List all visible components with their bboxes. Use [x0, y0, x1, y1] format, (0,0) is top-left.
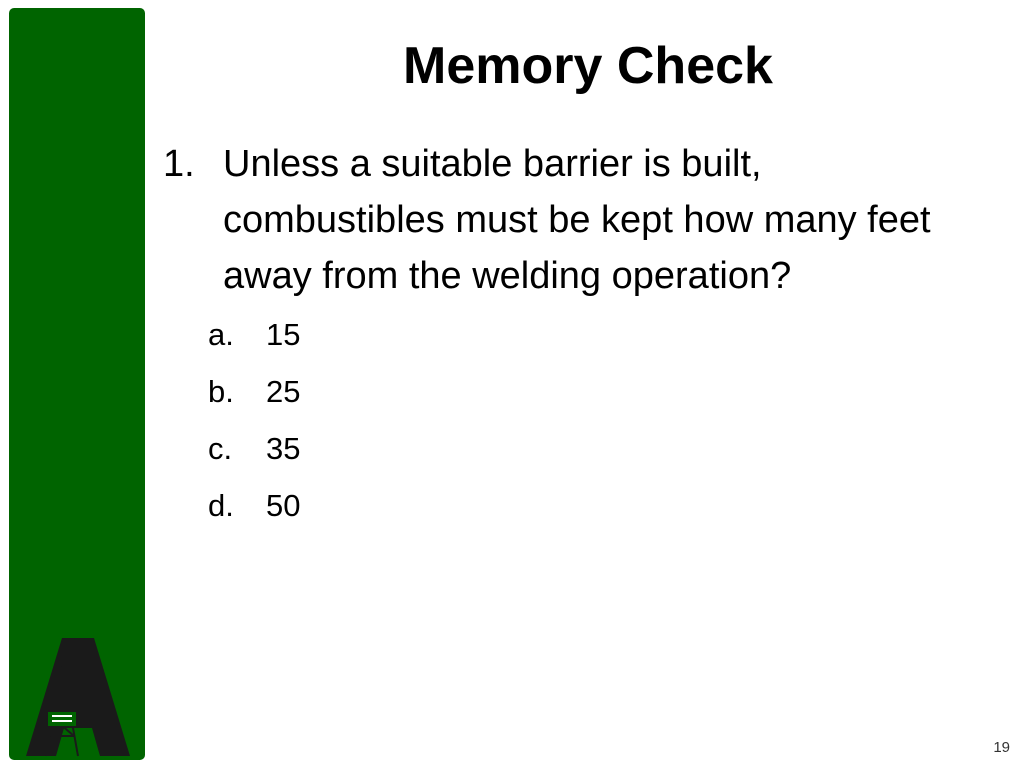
option-value: 25 [266, 374, 301, 409]
question-text: Unless a suitable barrier is built, combustibles must be kept how many feet away from the welding operation? [223, 143, 931, 297]
option-letter: c. [208, 431, 233, 466]
option-value: 50 [266, 488, 301, 523]
option-a [208, 306, 608, 363]
option-letter: a. [208, 317, 234, 352]
option-letter: b. [208, 374, 234, 409]
answer-options [208, 306, 608, 534]
option-c [208, 420, 608, 477]
page-number: 19 [993, 739, 1010, 756]
slide-title: Memory Check [403, 37, 773, 95]
option-value: 35 [266, 431, 301, 466]
option-letter: d. [208, 488, 234, 523]
option-b [208, 363, 608, 420]
question-number: 1. [163, 143, 195, 185]
option-d [208, 477, 608, 534]
option-value: 15 [266, 317, 301, 352]
letter-a-derrick-logo [22, 636, 134, 758]
